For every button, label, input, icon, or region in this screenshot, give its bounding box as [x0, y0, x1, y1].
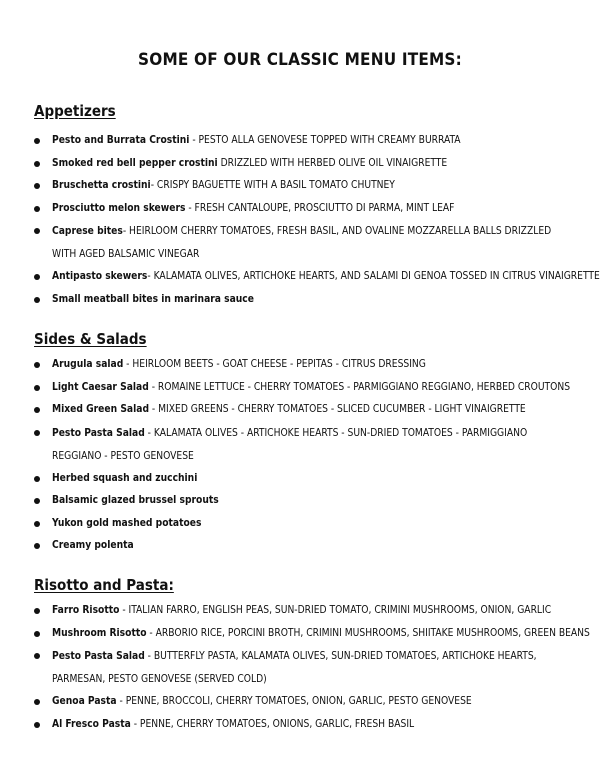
bullet-icon [34, 385, 40, 391]
list-item: Balsamic glazed brussel sprouts [34, 490, 554, 513]
bullet-icon [34, 608, 40, 614]
appetizers-list [34, 130, 600, 311]
bullet-icon [34, 498, 40, 504]
section-heading-risotto-pasta: Risotto and Pasta: [34, 576, 174, 594]
list-item: Herbed squash and zucchini [34, 468, 554, 491]
list-item: Mushroom Risotto - ARBORIO RICE, PORCINI BROTH, CRIMINI MUSHROOMS, SHIITAKE MUSHROOMS, GREEN BEANS [34, 623, 554, 646]
bullet-icon [34, 407, 40, 413]
risotto-pasta-list [34, 600, 590, 736]
list-item: Farro Risotto - ITALIAN FARRO, ENGLISH PEAS, SUN-DRIED TOMATO, CRIMINI MUSHROOMS, ONION, GARLIC [34, 600, 554, 623]
list-item: Small meatball bites in marinara sauce [34, 289, 554, 312]
sides-salads-list [34, 354, 571, 558]
bullet-icon [34, 699, 40, 705]
bullet-icon [34, 543, 40, 549]
bullet-icon [34, 653, 40, 659]
list-item: Caprese bites- HEIRLOOM CHERRY TOMATOES, FRESH BASIL, AND OVALINE MOZZARELLA BALLS DRIZZLED WITH AGED BALSAMIC VINEGAR [34, 220, 554, 266]
list-item: Mixed Green Salad - MIXED GREENS - CHERRY TOMATOES - SLICED CUCUMBER - LIGHT VINAIGRETTE [34, 399, 554, 422]
list-item: Bruschetta crostini- CRISPY BAGUETTE WITH A BASIL TOMATO CHUTNEY [34, 175, 554, 198]
bullet-icon [34, 274, 40, 280]
bullet-icon [34, 297, 40, 303]
list-item: Pesto Pasta Salad - BUTTERFLY PASTA, KALAMATA OLIVES, SUN-DRIED TOMATOES, ARTICHOKE HEARTS, PARMESAN, PESTO GENOVESE (SERVED COLD) [34, 645, 554, 691]
page-title: SOME OF OUR CLASSIC MENU ITEMS: [138, 50, 462, 70]
list-item: Creamy polenta [34, 535, 554, 558]
list-item: Prosciutto melon skewers - FRESH CANTALOUPE, PROSCIUTTO DI PARMA, MINT LEAF [34, 198, 554, 221]
list-item: Pesto and Burrata Crostini - PESTO ALLA GENOVESE TOPPED WITH CREAMY BURRATA [34, 130, 554, 153]
list-item: Pesto Pasta Salad - KALAMATA OLIVES - ARTICHOKE HEARTS - SUN-DRIED TOMATOES - PARMIGGIANO REGGIANO - PESTO GENOVESE [34, 422, 554, 468]
section-heading-sides-salads: Sides & Salads [34, 330, 147, 348]
bullet-icon [34, 183, 40, 189]
bullet-icon [34, 430, 40, 436]
list-item: Yukon gold mashed potatoes [34, 513, 554, 536]
bullet-icon [34, 161, 40, 167]
list-item: Smoked red bell pepper crostini DRIZZLED WITH HERBED OLIVE OIL VINAIGRETTE [34, 153, 554, 176]
bullet-icon [34, 138, 40, 144]
bullet-icon [34, 228, 40, 234]
bullet-icon [34, 521, 40, 527]
bullet-icon [34, 362, 40, 368]
list-item: Antipasto skewers- KALAMATA OLIVES, ARTICHOKE HEARTS, AND SALAMI DI GENOA TOSSED IN CITRUS VINAIGRETTE [34, 266, 554, 289]
bullet-icon [34, 476, 40, 482]
list-item: Light Caesar Salad - ROMAINE LETTUCE - CHERRY TOMATOES - PARMIGGIANO REGGIANO, HERBED CROUTONS [34, 377, 554, 400]
section-heading-appetizers: Appetizers [34, 102, 116, 120]
list-item: Al Fresco Pasta - PENNE, CHERRY TOMATOES, ONIONS, GARLIC, FRESH BASIL [34, 714, 554, 737]
list-item: Genoa Pasta - PENNE, BROCCOLI, CHERRY TOMATOES, ONION, GARLIC, PESTO GENOVESE [34, 691, 554, 714]
bullet-icon [34, 722, 40, 728]
bullet-icon [34, 206, 40, 212]
bullet-icon [34, 631, 40, 637]
list-item: Arugula salad - HEIRLOOM BEETS - GOAT CHEESE - PEPITAS - CITRUS DRESSING [34, 354, 554, 377]
